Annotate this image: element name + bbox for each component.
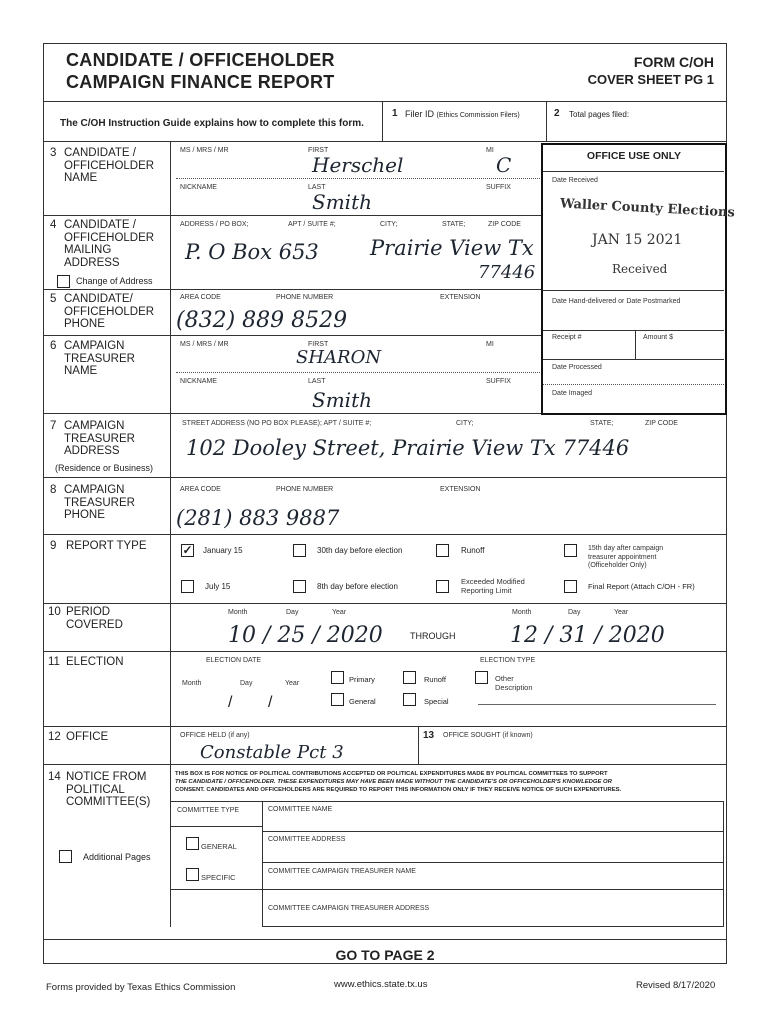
candidate-mi-value[interactable]: C [496,153,512,177]
mailing-address-value[interactable]: P. O Box 653 [185,240,319,264]
election-month-label: Month [182,680,202,687]
go-to-page-2: GO TO PAGE 2 [335,947,435,963]
section-7-label: CAMPAIGN TREASURER ADDRESS [64,420,135,457]
section-3-label: CANDIDATE / OFFICEHOLDER NAME [64,147,155,184]
zip-label: ZIP CODE [488,221,521,228]
date-imaged-label: Date Imaged [552,390,593,397]
form-id: FORM C/OH [633,54,714,70]
section-10-number: 10 [48,606,61,618]
candidate-nickname-label: NICKNAME [180,184,217,191]
candidate-phone-value[interactable]: (832) 889 8529 [176,308,348,333]
from-month-label: Month [228,609,248,616]
primary-label: Primary [349,675,375,684]
received-stamp-county: Waller County Elections [559,196,736,221]
section-9-number: 9 [50,540,57,552]
residence-or-business-label: (Residence or Business) [55,463,154,473]
section-8-label: CAMPAIGN TREASURER PHONE [64,484,135,521]
election-date-slashes: / / [228,694,273,711]
final-report-checkbox[interactable] [564,580,577,593]
candidate-last-label: LAST [308,184,326,191]
period-from-value[interactable]: 10 / 25 / 2020 [228,623,383,648]
city-label: CITY; [380,221,398,228]
apt-label: APT / SUITE #; [288,221,336,228]
office-use-title: OFFICE USE ONLY [586,150,682,162]
committee-notice-line3: CONSENT. CANDIDATES AND OFFICEHOLDERS ARE REQUIRED TO REPORT THIS INFORMATION ONLY IF THEY RECEIVE NOTICE OF SUCH EXPENDITURES. [175,787,622,793]
treasurer-suffix-label: SUFFIX [486,378,511,385]
treasurer-nickname-label: NICKNAME [180,378,217,385]
general-committee-checkbox[interactable] [186,837,199,850]
section-8-number: 8 [50,484,57,496]
total-pages-label: Total pages filed: [569,110,630,119]
special-checkbox[interactable] [403,693,416,706]
form-title-line1: CANDIDATE / OFFICEHOLDER [66,50,335,70]
section-9-label: REPORT TYPE [66,540,147,552]
election-runoff-checkbox[interactable] [403,671,416,684]
section-7-number: 7 [50,420,57,432]
date-processed-label: Date Processed [552,364,602,371]
section-3-number: 3 [50,147,57,159]
treasurer-last-value[interactable]: Smith [312,388,372,412]
section-4-number: 4 [50,219,57,231]
office-held-label: OFFICE HELD (if any) [180,732,250,739]
received-stamp-text: Received [612,262,668,276]
amount-label: Amount $ [643,334,673,341]
date-received-label: Date Received [552,177,598,184]
to-month-label: Month [512,609,532,616]
treasurer-phone-value[interactable]: (281) 883 9887 [176,506,340,530]
section-11-label: ELECTION [66,656,124,668]
treasurer-city-label: CITY; [456,420,474,427]
candidate-ms-label: MS / MRS / MR [180,147,229,154]
general-committee-label: GENERAL [201,842,237,851]
election-date-label: ELECTION DATE [206,657,262,664]
treasurer-extension-label: EXTENSION [440,486,481,493]
january-15-checkbox[interactable]: ✓ [182,543,193,557]
section-14-number: 14 [48,771,61,783]
treasurer-last-label: LAST [308,378,326,385]
treasurer-phone-label: PHONE NUMBER [276,486,334,493]
general-label: General [349,697,376,706]
footer-website[interactable]: www.ethics.state.tx.us [334,979,428,990]
form-title-line2: CAMPAIGN FINANCE REPORT [66,72,335,92]
to-day-label: Day [568,609,581,616]
section-6-number: 6 [50,340,57,352]
from-day-label: Day [286,609,299,616]
8th-day-label: 8th day before election [317,582,398,591]
specific-committee-checkbox[interactable] [186,868,199,881]
treasurer-mi-label: MI [486,341,494,348]
mailing-city-state-value[interactable]: Prairie View Tx [370,236,534,260]
runoff-report-checkbox[interactable] [436,544,449,557]
period-to-value[interactable]: 12 / 31 / 2020 [510,623,665,648]
committee-name-label: COMMITTEE NAME [268,806,333,813]
footer-revised: Revised 8/17/2020 [636,980,716,991]
final-report-label: Final Report (Attach C/OH - FR) [588,582,695,591]
filer-id-number: 1 [392,108,398,119]
filer-id-label-text: Filer ID [405,109,434,119]
15th-day-label: 15th day after campaign treasurer appointment (Officeholder Only) [588,545,664,569]
january-15-label: January 15 [203,546,243,555]
committee-treasurer-address-label: COMMITTEE CAMPAIGN TREASURER ADDRESS [268,905,430,912]
treasurer-street-label: STREET ADDRESS (NO PO BOX PLEASE); APT / SUITE #; [182,420,372,427]
to-year-label: Year [614,609,629,616]
exceeded-limit-checkbox[interactable] [436,580,449,593]
candidate-first-label: FIRST [308,147,329,154]
committee-notice-line1: THIS BOX IS FOR NOTICE OF POLITICAL CONTRIBUTIONS ACCEPTED OR POLITICAL EXPENDITURES MADE BY POLITICAL COMMITTEES TO SUPPORT [175,771,608,777]
candidate-extension-label: EXTENSION [440,294,481,301]
30th-day-checkbox[interactable] [293,544,306,557]
candidate-last-value[interactable]: Smith [312,190,372,214]
election-year-label: Year [285,680,300,687]
general-checkbox[interactable] [331,693,344,706]
form-subtitle: COVER SHEET PG 1 [587,72,714,87]
filer-id-label [405,109,520,119]
runoff-report-label: Runoff [461,546,485,555]
section-12-number: 12 [48,731,61,743]
exceeded-limit-label: Exceeded Modified Reporting Limit [461,577,525,595]
additional-pages-label: Additional Pages [83,852,151,862]
office-sought-label: OFFICE SOUGHT (if known) [443,732,533,739]
change-of-address-label: Change of Address [76,276,153,286]
specific-committee-label: SPECIFIC [201,873,236,882]
address-label: ADDRESS / PO BOX; [180,221,249,228]
filer-id-note: (Ethics Commission Filers) [436,112,520,119]
through-label: THROUGH [410,631,456,641]
treasurer-first-label: FIRST [308,341,329,348]
election-type-label: ELECTION TYPE [480,657,536,664]
other-checkbox[interactable] [475,671,488,684]
treasurer-first-value[interactable]: SHARON [296,347,382,368]
footer-provided-by: Forms provided by Texas Ethics Commission [46,982,236,993]
treasurer-address-value[interactable]: 102 Dooley Street, Prairie View Tx 77446 [186,436,630,460]
mailing-zip-value[interactable]: 77446 [478,262,536,283]
additional-pages-checkbox[interactable] [59,850,72,863]
candidate-first-value[interactable]: Herschel [312,153,404,177]
candidate-phone-label: PHONE NUMBER [276,294,334,301]
30th-day-label: 30th day before election [317,546,403,555]
state-label: STATE; [442,221,466,228]
other-description-label: Other Description [495,674,533,692]
special-label: Special [424,697,449,706]
election-day-label: Day [240,680,253,687]
committee-notice-line2: THE CANDIDATE / OFFICEHOLDER. THESE EXPENDITURES MAY HAVE BEEN MADE WITHOUT THE CANDIDATE'S OR OFFICEHOLDER'S KNOWLEDGE OR [175,779,612,785]
july-15-checkbox[interactable] [181,580,194,593]
july-15-label: July 15 [205,582,231,591]
candidate-suffix-label: SUFFIX [486,184,511,191]
section-11-number: 11 [48,656,60,668]
section-14-label: NOTICE FROM POLITICAL COMMITTEE(S) [66,771,151,808]
section-10-label: PERIOD COVERED [66,606,123,631]
office-held-value[interactable]: Constable Pct 3 [200,742,344,763]
section-5-label: CANDIDATE/ OFFICEHOLDER PHONE [64,293,155,330]
section-4-label: CANDIDATE / OFFICEHOLDER MAILING ADDRESS [64,219,155,269]
treasurer-area-code-label: AREA CODE [180,486,221,493]
change-of-address-checkbox[interactable] [57,275,70,288]
other-description-line [478,704,716,705]
section-6-label: CAMPAIGN TREASURER NAME [64,340,135,377]
receipt-label: Receipt # [552,334,582,341]
section-5-number: 5 [50,293,57,305]
committee-type-label: COMMITTEE TYPE [177,807,240,814]
date-hand-delivered-label: Date Hand-delivered or Date Postmarked [552,298,681,305]
15th-day-checkbox[interactable] [564,544,577,557]
primary-checkbox[interactable] [331,671,344,684]
section-13-number: 13 [423,730,435,741]
candidate-area-code-label: AREA CODE [180,294,221,301]
received-stamp-date: JAN 15 2021 [592,232,683,248]
treasurer-state-label: STATE; [590,420,614,427]
treasurer-ms-label: MS / MRS / MR [180,341,229,348]
total-pages-number: 2 [554,108,560,119]
8th-day-checkbox[interactable] [293,580,306,593]
election-runoff-label: Runoff [424,675,446,684]
from-year-label: Year [332,609,347,616]
section-12-label: OFFICE [66,731,109,743]
candidate-mi-label: MI [486,147,494,154]
committee-address-label: COMMITTEE ADDRESS [268,836,346,843]
treasurer-zip-label: ZIP CODE [645,420,678,427]
committee-treasurer-name-label: COMMITTEE CAMPAIGN TREASURER NAME [268,868,416,875]
instruction-text: The C/OH Instruction Guide explains how to complete this form. [60,118,364,129]
